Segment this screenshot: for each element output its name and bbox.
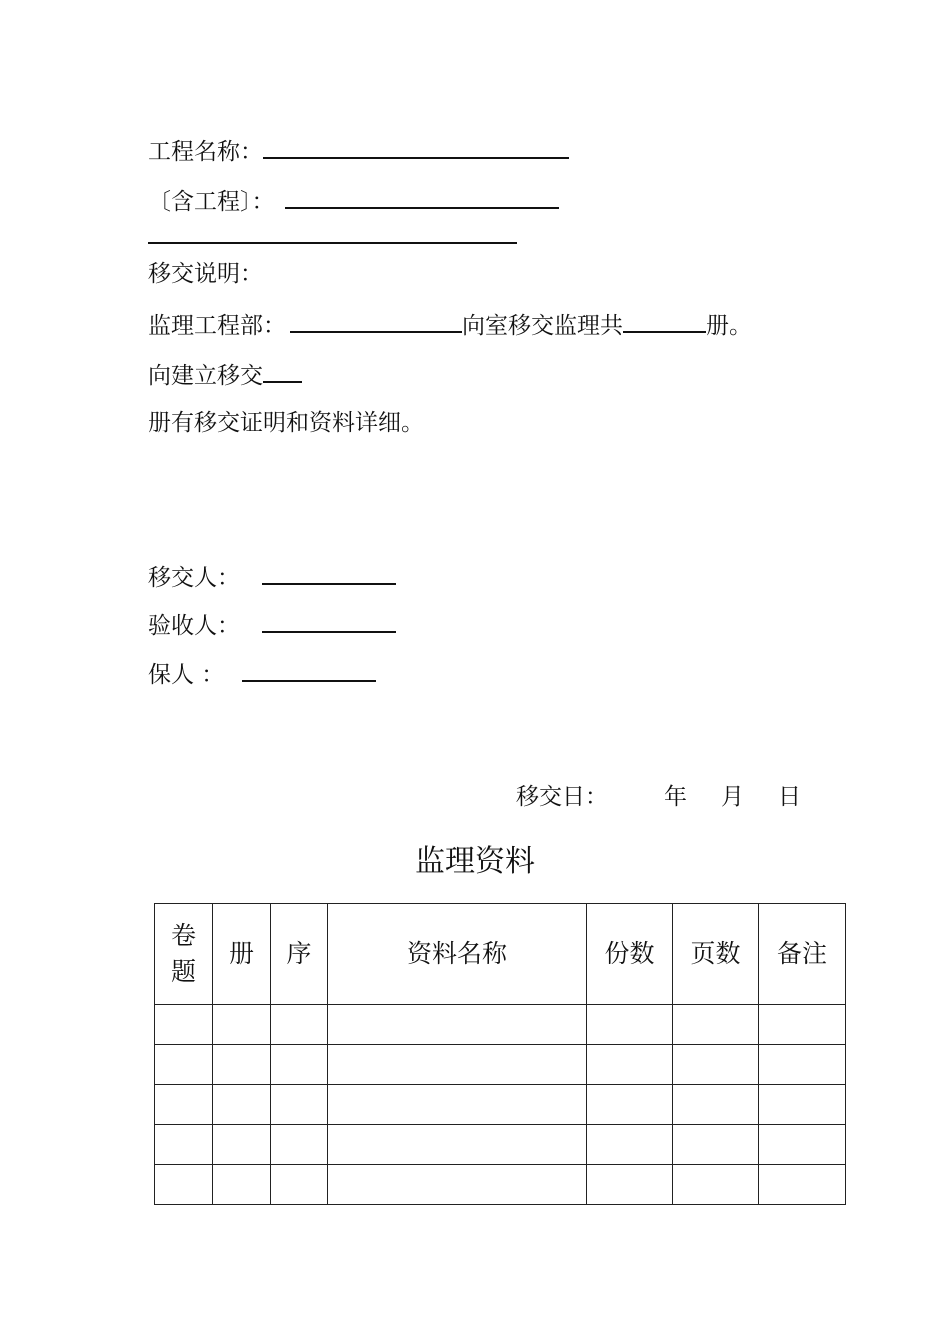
project-name-label: 工程名称： [148, 139, 263, 165]
project-name-line [148, 135, 569, 165]
table-header-row [155, 904, 846, 1005]
table-cell[interactable] [213, 1125, 271, 1165]
header-volume: 册 [213, 904, 271, 1005]
dept-blank[interactable] [290, 309, 462, 333]
transferer-label: 移交人： [148, 565, 240, 591]
volume-suffix: 册。 [706, 313, 752, 339]
table-row [155, 1085, 846, 1125]
table-cell[interactable] [759, 1005, 846, 1045]
header-juan-line2: 题 [170, 957, 196, 986]
table-title: 监理资料 [415, 844, 535, 879]
table-cell[interactable] [213, 1005, 271, 1045]
keeper-label: 保人 ： [148, 662, 225, 688]
build-count-blank[interactable] [263, 359, 302, 383]
receiver-label: 验收人： [148, 613, 240, 639]
table-cell[interactable] [673, 1005, 759, 1045]
table-cell[interactable] [155, 1045, 213, 1085]
sub-project-line [148, 185, 559, 215]
sub-project-continuation-blank[interactable] [148, 220, 517, 244]
table-cell[interactable] [759, 1165, 846, 1205]
transfer-note-line [148, 259, 263, 289]
table-cell[interactable] [213, 1085, 271, 1125]
room-transfer-text: 向室移交监理共 [462, 313, 623, 339]
table-cell[interactable] [271, 1165, 328, 1205]
table-cell[interactable] [587, 1165, 673, 1205]
build-transfer-line [148, 359, 302, 389]
header-juan-line1: 卷 [170, 921, 196, 950]
volume-count-blank[interactable] [623, 309, 706, 333]
build-transfer-text: 向建立移交 [148, 363, 263, 389]
transferer-blank[interactable] [262, 561, 396, 585]
header-name: 资料名称 [328, 904, 587, 1005]
table-cell[interactable] [759, 1125, 846, 1165]
dept-label: 监理工程部： [148, 313, 286, 339]
sub-project-blank[interactable] [285, 185, 559, 209]
header-copies: 份数 [587, 904, 673, 1005]
project-name-blank[interactable] [263, 135, 569, 159]
date-label: 移交日： [516, 784, 608, 810]
table-cell[interactable] [587, 1085, 673, 1125]
dept-transfer-line [148, 309, 752, 339]
transferer-line [148, 561, 396, 591]
table-cell[interactable] [328, 1005, 587, 1045]
table-cell[interactable] [213, 1045, 271, 1085]
table-row [155, 1005, 846, 1045]
table-row [155, 1165, 846, 1205]
table-cell[interactable] [271, 1005, 328, 1045]
header-remarks: 备注 [759, 904, 846, 1005]
header-order: 序 [271, 904, 328, 1005]
table-row [155, 1125, 846, 1165]
detail-text: 册有移交证明和资料详细。 [148, 410, 424, 436]
date-day: 日 [778, 784, 801, 810]
table-cell[interactable] [328, 1125, 587, 1165]
date-year: 年 [664, 784, 687, 810]
table-cell[interactable] [759, 1085, 846, 1125]
table-cell[interactable] [587, 1125, 673, 1165]
transfer-note-label: 移交说明： [148, 261, 263, 287]
table-cell[interactable] [328, 1165, 587, 1205]
table-cell[interactable] [673, 1165, 759, 1205]
table-cell[interactable] [328, 1045, 587, 1085]
receiver-blank[interactable] [262, 609, 396, 633]
sub-project-label: 〔含工程〕： [148, 189, 275, 215]
table-cell[interactable] [587, 1045, 673, 1085]
detail-line [148, 408, 424, 438]
table-cell[interactable] [673, 1045, 759, 1085]
table-cell[interactable] [213, 1165, 271, 1205]
keeper-blank[interactable] [242, 658, 376, 682]
header-juan [155, 904, 213, 1005]
table-cell[interactable] [328, 1085, 587, 1125]
table-cell[interactable] [271, 1125, 328, 1165]
table-cell[interactable] [155, 1085, 213, 1125]
table-cell[interactable] [155, 1165, 213, 1205]
table-cell[interactable] [673, 1085, 759, 1125]
documents-table [154, 903, 846, 1205]
table-cell[interactable] [587, 1005, 673, 1045]
receiver-line [148, 609, 396, 639]
table-cell[interactable] [759, 1045, 846, 1085]
table-cell[interactable] [155, 1125, 213, 1165]
table-row [155, 1045, 846, 1085]
table-cell[interactable] [271, 1085, 328, 1125]
date-month: 月 [721, 784, 744, 810]
table-cell[interactable] [271, 1045, 328, 1085]
sub-project-continuation-line [148, 220, 517, 250]
table-cell[interactable] [673, 1125, 759, 1165]
header-pages: 页数 [673, 904, 759, 1005]
table-body [155, 1005, 846, 1205]
keeper-line [148, 658, 376, 688]
table-cell[interactable] [155, 1005, 213, 1045]
transfer-date [516, 782, 801, 812]
